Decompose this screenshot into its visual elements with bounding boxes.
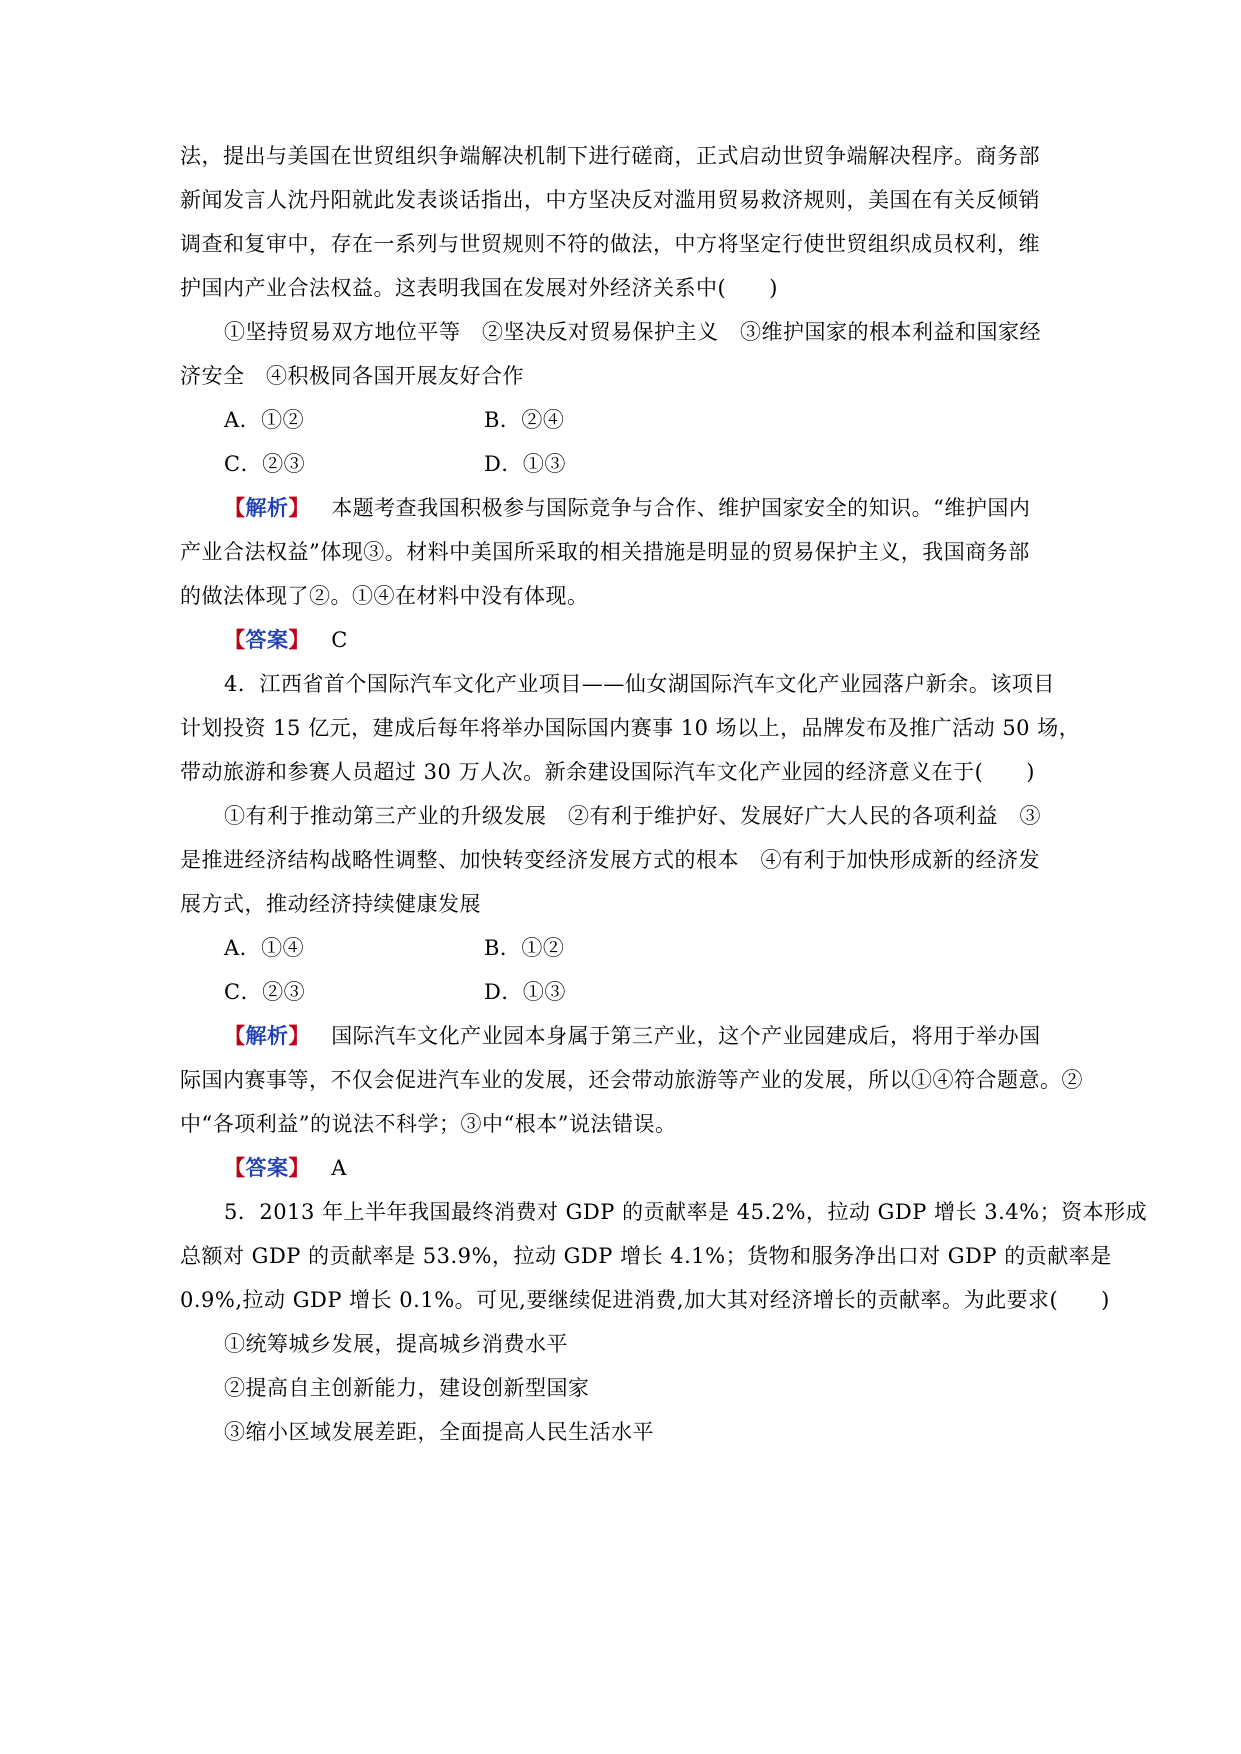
q3-stem-line-2: 新闻发言人沈丹阳就此发表谈话指出，中方坚决反对滥用贸易救济规则，美国在有关反倾销 [180, 188, 1040, 212]
q4-options-row-1 [224, 934, 1060, 962]
q4-option-a: A．①④ [224, 936, 305, 960]
q4-choices-line-2: 是推进经济结构战略性调整、加快转变经济发展方式的根本 ④有利于加快形成新的经济发 [180, 848, 1040, 872]
q4-analysis-line-2: 际国内赛事等，不仅会促进汽车业的发展，还会带动旅游等产业的发展，所以①④符合题意。② [180, 1068, 1083, 1092]
q5-choice-2: ②提高自主创新能力，建设创新型国家 [224, 1376, 590, 1400]
q4-analysis-tag: 【解析】 [224, 1023, 310, 1048]
q4-option-d: D．①③ [484, 980, 566, 1004]
q3-stem-line-3: 调查和复审中，存在一系列与世贸规则不符的做法，中方将坚定行使世贸组织成员权利，维 [180, 232, 1040, 256]
q3-stem-line-4: 护国内产业合法权益。这表明我国在发展对外经济关系中( ) [180, 276, 778, 300]
q4-option-c: C．②③ [224, 980, 306, 1004]
q4-answer-line [224, 1154, 1060, 1182]
q3-choices-line-2: 济安全 ④积极同各国开展友好合作 [180, 364, 524, 388]
q3-option-b: B．②④ [484, 408, 565, 432]
q3-answer: C [331, 628, 348, 652]
q4-analysis-line-1: 【解析】 国际汽车文化产业园本身属于第三产业，这个产业园建成后，将用于举办国 [224, 1023, 1041, 1048]
q3-answer-line [224, 626, 1060, 654]
q4-stem-line-3: 带动旅游和参赛人员超过 30 万人次。新余建设国际汽车文化产业园的经济意义在于( ) [180, 760, 1035, 784]
q3-option-d: D．①③ [484, 452, 566, 476]
q5-choice-1: ①统筹城乡发展，提高城乡消费水平 [224, 1332, 568, 1356]
q3-analysis-line-3: 的做法体现了②。①④在材料中没有体现。 [180, 584, 589, 608]
q4-analysis-line-3: 中“各项利益”的说法不科学；③中“根本”说法错误。 [180, 1112, 677, 1136]
q3-option-a: A．①② [224, 408, 305, 432]
q4-options-row-2 [224, 978, 1060, 1006]
q4-choices-line-1: ①有利于推动第三产业的升级发展 ②有利于维护好、发展好广大人民的各项利益 ③ [224, 804, 1041, 828]
q4-stem-line-2: 计划投资 15 亿元，建成后每年将举办国际国内赛事 10 场以上，品牌发布及推广活动 50 场， [180, 716, 1081, 740]
q5-stem-line-1: 5．2013 年上半年我国最终消费对 GDP 的贡献率是 45.2%，拉动 GDP 增长 3.4%；资本形成 [224, 1200, 1148, 1224]
q3-analysis-line-1: 【解析】 本题考查我国积极参与国际竞争与合作、维护国家安全的知识。“维护国内 [224, 495, 1031, 520]
q4-answer-tag: 【答案】 [224, 1155, 310, 1180]
q3-options-row-2 [224, 450, 1060, 478]
q5-choice-3: ③缩小区域发展差距，全面提高人民生活水平 [224, 1420, 654, 1444]
q3-analysis-line-2: 产业合法权益”体现③。材料中美国所采取的相关措施是明显的贸易保护主义，我国商务部 [180, 540, 1030, 564]
q3-options-row-1 [224, 406, 1060, 434]
q5-stem-line-3: 0.9%,拉动 GDP 增长 0.1%。可见,要继续促进消费,加大其对经济增长的贡献率。为此要求( ) [180, 1288, 1110, 1312]
q3-stem-line-1: 法，提出与美国在世贸组织争端解决机制下进行磋商，正式启动世贸争端解决程序。商务部 [180, 144, 1040, 168]
q3-answer-tag: 【答案】 [224, 627, 310, 652]
q5-stem-line-2: 总额对 GDP 的贡献率是 53.9%，拉动 GDP 增长 4.1%；货物和服务净出口对 GDP 的贡献率是 [180, 1244, 1112, 1268]
q4-choices-line-3: 展方式，推动经济持续健康发展 [180, 892, 481, 916]
q4-stem-line-1: 4．江西省首个国际汽车文化产业项目——仙女湖国际汽车文化产业园落户新余。该项目 [224, 672, 1055, 696]
q3-analysis-tag: 【解析】 [224, 495, 310, 520]
q3-option-c: C．②③ [224, 452, 306, 476]
q3-choices-line-1: ①坚持贸易双方地位平等 ②坚决反对贸易保护主义 ③维护国家的根本利益和国家经 [224, 320, 1041, 344]
q4-answer: A [331, 1156, 347, 1180]
q4-option-b: B．①② [484, 936, 565, 960]
